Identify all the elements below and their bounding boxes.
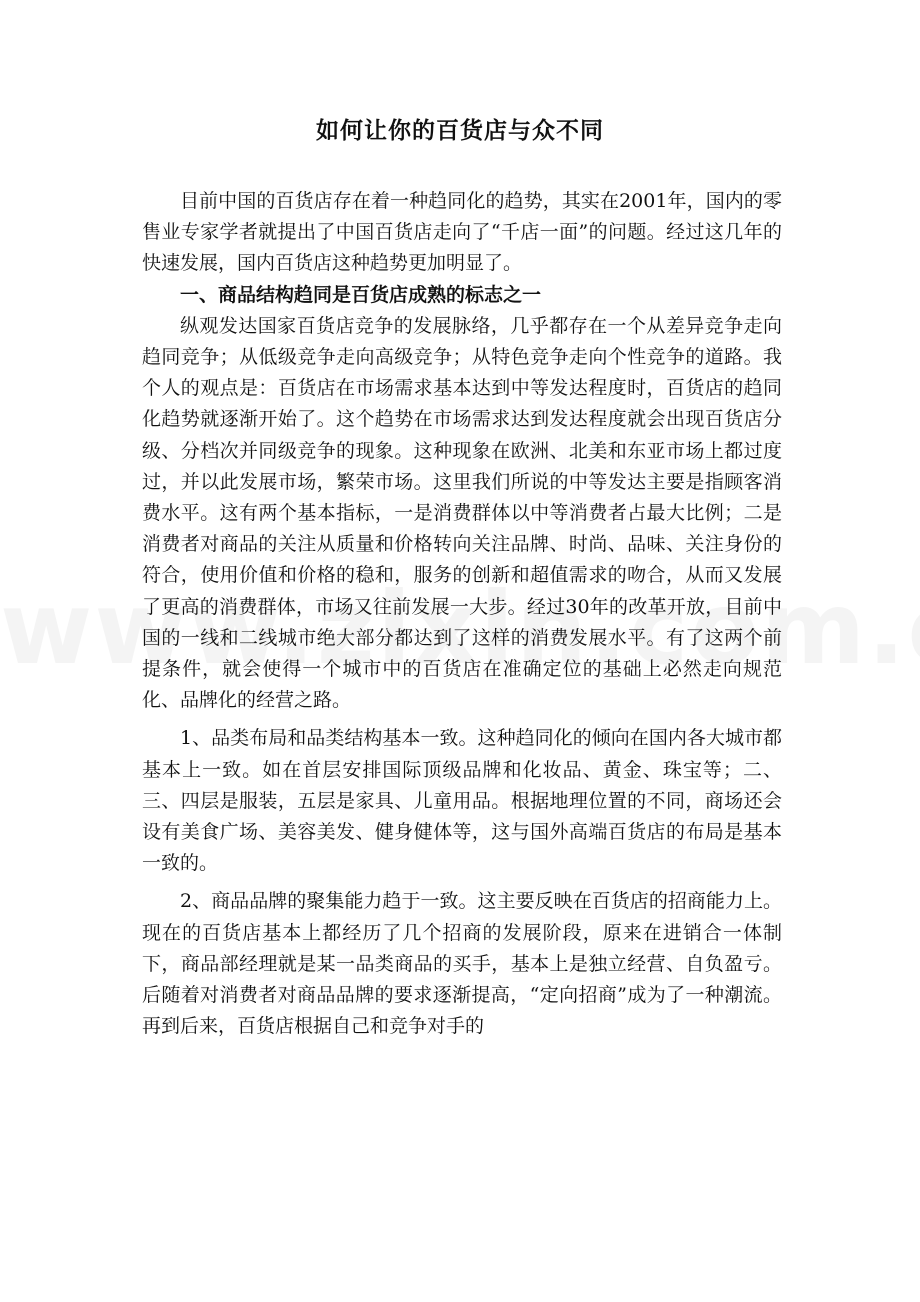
section-heading: 一、商品结构趋同是百货店成熟的标志之一 — [180, 283, 542, 306]
intro-paragraph: 目前中国的百货店存在着一种趋同化的趋势，其实在2001年，国内的零售业专家学者就提出了中国百货店走向了“千店一面”的问题。经过这几年的快速发展，国内百货店这种趋势更加明显了。 — [142, 190, 782, 275]
document-title: 如何让你的百货店与众不同 — [316, 117, 604, 144]
document-body — [142, 186, 782, 1042]
list-item-paragraph: 1、品类布局和品类结构基本一致。这种趋同化的倾向在国内各大城市都基本上一致。如在首层安排国际顶级品牌和化妆品、黄金、珠宝等；二、三、四层是服装，五层是家具、儿童用品。根据地理位置的不同，商场还会设有美食广场、美容美发、健身健体等，这与国外高端百货店的布局是基本一致的。 — [142, 727, 782, 875]
body-paragraph: 纵观发达国家百货店竞争的发展脉络，几乎都存在一个从差异竞争走向趋同竞争；从低级竞争走向高级竞争；从特色竞争走向个性竞争的道路。我个人的观点是：百货店在市场需求基本达到中等发达程度时，百货店的趋同化趋势就逐渐开始了。这个趋势在市场需求达到发达程度就会出现百货店分级、分档次并同级竞争的现象。这种现象在欧洲、北美和东亚市场上都过度过，并以此发展市场，繁荣市场。这里我们所说的中等发达主要是指顾客消费水平。这有两个基本指标，一是消费群体以中等消费者占最大比例；二是消费者对商品的关注从质量和价格转向关注品牌、时尚、品味、关注身份的符合，使用价值和价格的稳和，服务的创新和超值需求的吻合，从而又发展了更高的消费群体，市场又往前发展一大步。经过30年的改革开放，目前中国的一线和二线城市绝大部分都达到了这样的消费发展水平。有了这两个前提条件，就会使得一个城市中的百货店在准确定位的基础上必然走向规范化、品牌化的经营之路。 — [142, 314, 782, 712]
list-item-paragraph: 2、商品品牌的聚集能力趋于一致。这主要反映在百货店的招商能力上。现在的百货店基本上都经历了几个招商的发展阶段，原来在进销合一体制下，商品部经理就是某一品类商品的买手，基本上是独立经营、自负盈亏。后随着对消费者对商品品牌的要求逐渐提高，“定向招商”成为了一种潮流。再到后来，百货店根据自己和竞争对手的 — [142, 890, 782, 1038]
